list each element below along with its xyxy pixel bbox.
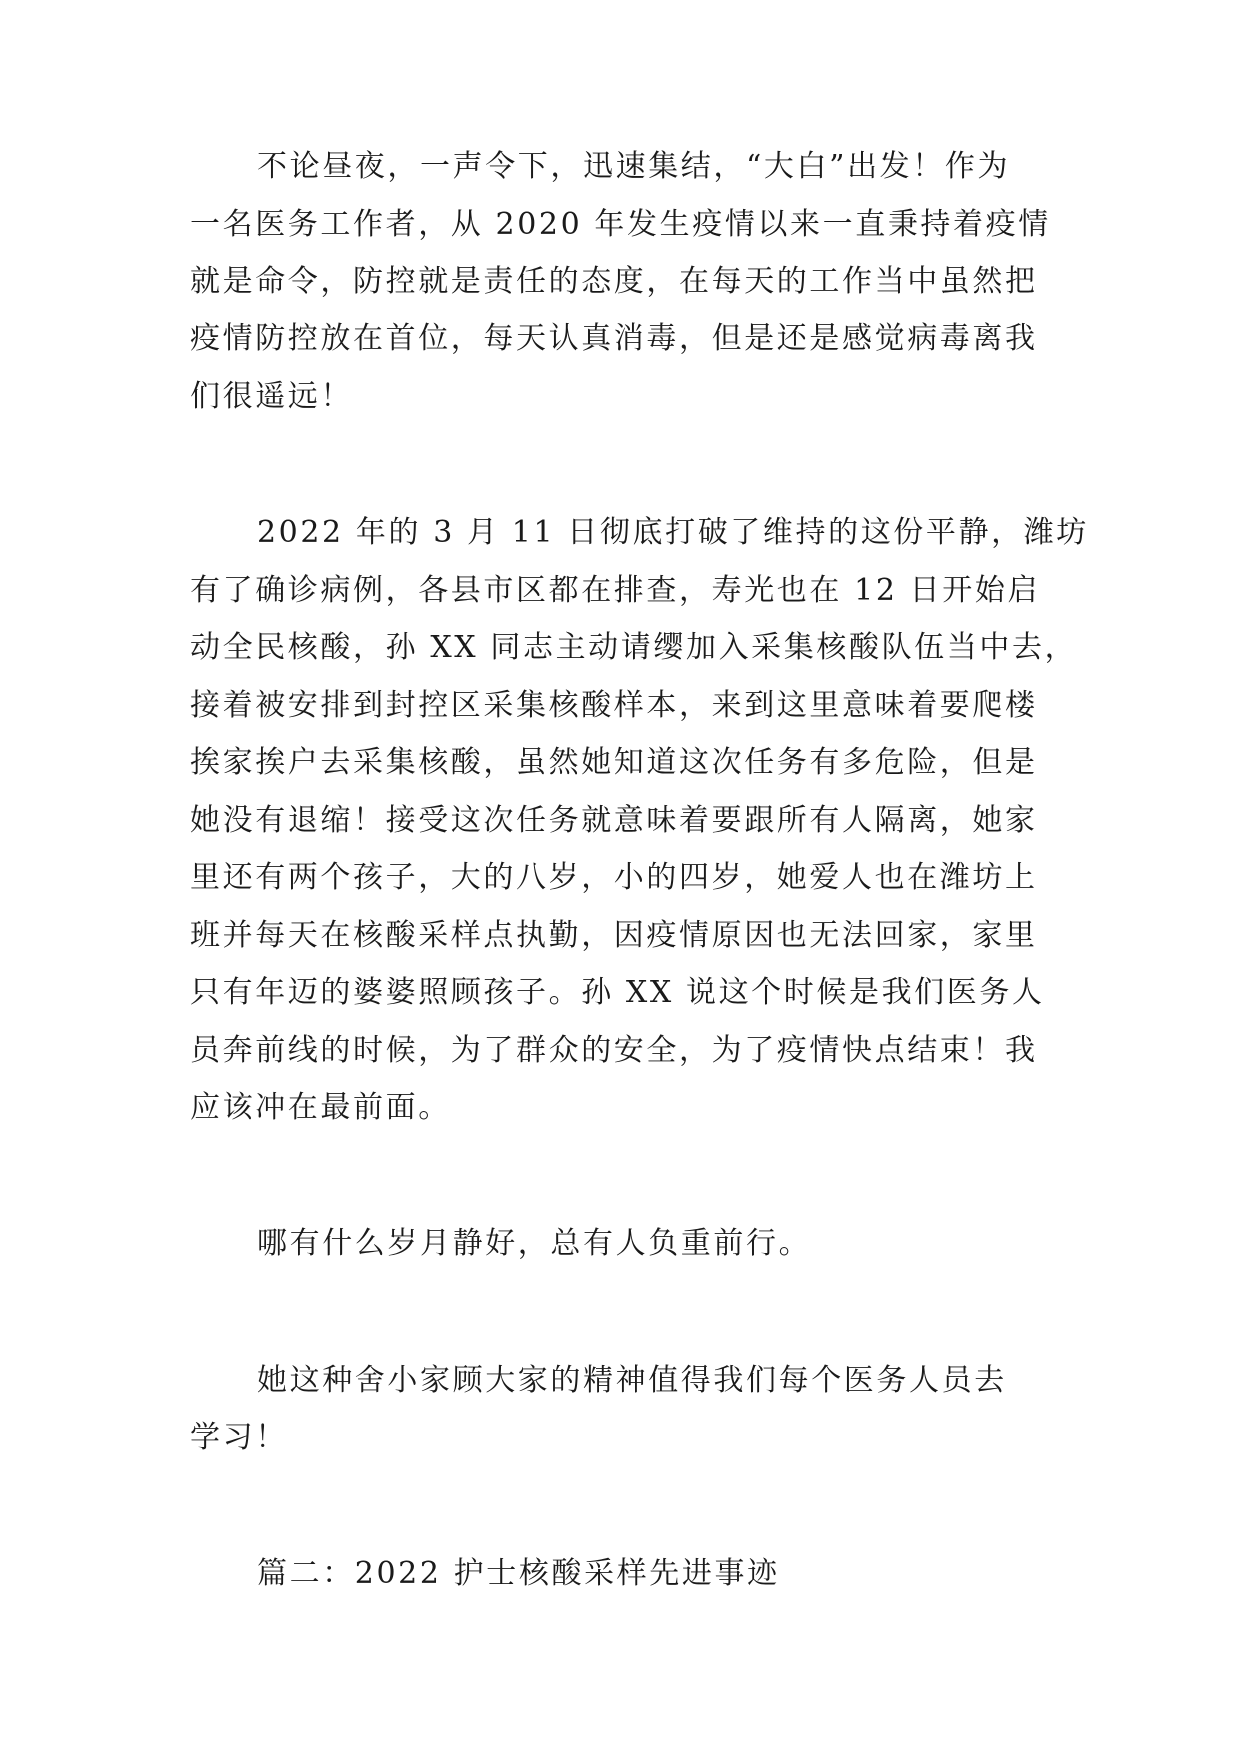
text-line: 学习！ xyxy=(190,1420,288,1455)
text-line: 班并每天在核酸采样点执勤，因疫情原因也无法回家，家里 xyxy=(190,918,1038,953)
text-line: 里还有两个孩子，大的八岁，小的四岁，她爱人也在潍坊上 xyxy=(190,860,1038,895)
text-line: 不论昼夜，一声令下，迅速集结，“大白”出发！作为 xyxy=(257,149,1011,184)
text-line: 2022 年的 3 月 11 日彻底打破了维持的这份平静，潍坊 xyxy=(257,515,1089,550)
text-line: 她这种舍小家顾大家的精神值得我们每个医务人员去 xyxy=(257,1363,1007,1398)
text-line: 动全民核酸，孙 XX 同志主动请缨加入采集核酸队伍当中去， xyxy=(190,630,1078,665)
text-line: 哪有什么岁月静好，总有人负重前行。 xyxy=(257,1226,812,1261)
text-line: 挨家挨户去采集核酸，虽然她知道这次任务有多危险，但是 xyxy=(190,745,1038,780)
text-line: 有了确诊病例，各县市区都在排查，寿光也在 12 日开始启 xyxy=(190,573,1041,608)
text-line: 一名医务工作者，从 2020 年发生疫情以来一直秉持着疫情 xyxy=(190,207,1051,242)
text-line: 只有年迈的婆婆照顾孩子。孙 XX 说这个时候是我们医务人 xyxy=(190,975,1045,1010)
text-line: 接着被安排到封控区采集核酸样本，来到这里意味着要爬楼 xyxy=(190,688,1038,723)
section-heading: 篇二：2022 护士核酸采样先进事迹 xyxy=(257,1556,780,1591)
text-line: 们很遥远！ xyxy=(190,379,353,414)
text-line: 应该冲在最前面。 xyxy=(190,1090,451,1125)
text-line: 她没有退缩！接受这次任务就意味着要跟所有人隔离，她家 xyxy=(190,803,1038,838)
text-line: 员奔前线的时候，为了群众的安全，为了疫情快点结束！我 xyxy=(190,1033,1038,1068)
text-line: 疫情防控放在首位，每天认真消毒，但是还是感觉病毒离我 xyxy=(190,321,1038,356)
text-line: 就是命令，防控就是责任的态度，在每天的工作当中虽然把 xyxy=(190,264,1038,299)
